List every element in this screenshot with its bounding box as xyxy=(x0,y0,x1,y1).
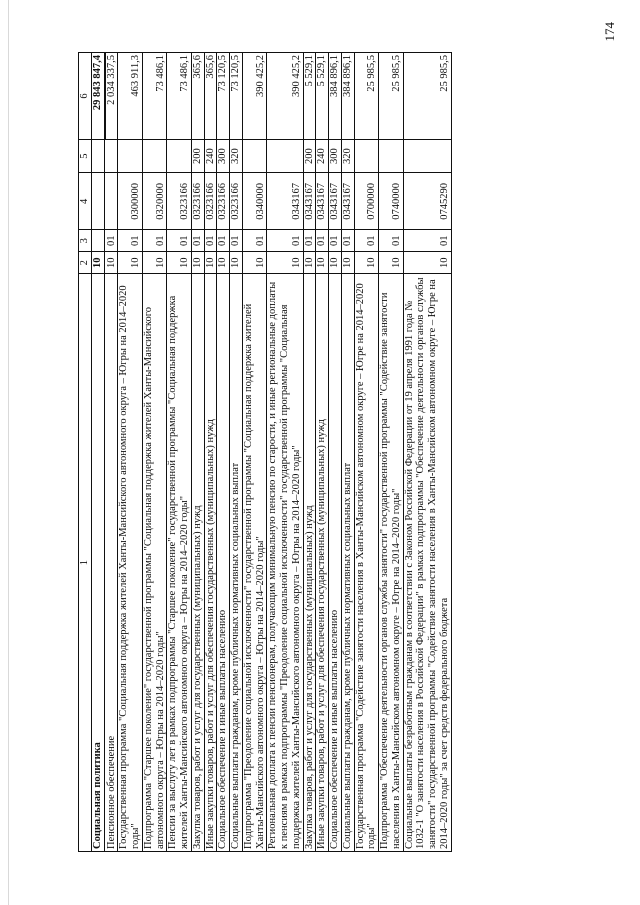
row-section-cell: 10 xyxy=(242,252,267,274)
row-subsection-cell: 01 xyxy=(303,230,316,252)
table-row xyxy=(242,53,267,852)
table-row xyxy=(303,53,316,852)
scan-edge-line xyxy=(8,0,9,905)
row-subsection-cell: 01 xyxy=(267,230,303,252)
row-subsection-cell xyxy=(91,230,104,252)
header-col-2: 2 xyxy=(79,252,92,274)
row-expense-type-cell xyxy=(91,139,104,173)
row-section-cell: 10 xyxy=(379,252,404,274)
row-amount-cell: 5 529,1 xyxy=(303,53,316,140)
row-target-code-cell: 0343167 xyxy=(303,173,316,230)
row-section-cell: 10 xyxy=(142,252,167,274)
row-amount-cell: 390 425,2 xyxy=(267,53,303,140)
row-section-cell: 10 xyxy=(329,252,342,274)
row-amount-cell: 25 985,5 xyxy=(379,53,404,140)
table-row xyxy=(217,53,230,852)
row-expense-type-cell: 200 xyxy=(191,139,204,173)
rotated-page-content xyxy=(78,52,610,852)
row-section-cell: 10 xyxy=(217,252,230,274)
header-col-5: 5 xyxy=(79,139,92,173)
table-row xyxy=(105,53,118,852)
header-col-3: 3 xyxy=(79,230,92,252)
table-header-row xyxy=(79,53,92,852)
row-name-cell: Социальные выплаты гражданам, кроме публичных нормативных социальных выплат xyxy=(341,274,354,852)
row-name-cell: Региональная доплата к пенсии пенсионерам, получающим минимальную пенсию по старости, и иные региональные доплаты к пенсиям в рамках подпрограммы "Преодоление социальной исключенности" государственной программы "Социальная поддержка жителей Ханты-Мансийского автономного округа – Югры на 2014–2020 годы" xyxy=(267,274,303,852)
row-subsection-cell: 01 xyxy=(354,230,379,252)
row-name-cell: Закупка товаров, работ и услуг для государственных (муниципальных) нужд xyxy=(303,274,316,852)
row-name-cell: Социальное обеспечение и иные выплаты населению xyxy=(217,274,230,852)
row-target-code-cell: 0323166 xyxy=(204,173,217,230)
row-target-code-cell: 0340000 xyxy=(242,173,267,230)
row-name-cell: Подпрограмма "Старшее поколение" государственной программы "Социальная поддержка жителей Ханты-Мансийского автономного округа – Югры на 2014–2020 годы" xyxy=(142,274,167,852)
row-target-code-cell: 0343167 xyxy=(341,173,354,230)
row-subsection-cell: 01 xyxy=(118,230,143,252)
row-name-cell: Социальные выплаты гражданам, кроме публичных нормативных социальных выплат xyxy=(230,274,243,852)
row-target-code-cell: 0320000 xyxy=(142,173,167,230)
row-expense-type-cell xyxy=(379,139,404,173)
table-row xyxy=(354,53,379,852)
row-expense-type-cell: 300 xyxy=(329,139,342,173)
row-target-code-cell: 0323166 xyxy=(217,173,230,230)
row-name-cell: Социальная политика xyxy=(91,274,104,852)
row-name-cell: Иные закупки товаров, работ и услуг для обеспечения государственных (муниципальных) нужд xyxy=(316,274,329,852)
row-amount-cell: 365,6 xyxy=(191,53,204,140)
row-subsection-cell: 01 xyxy=(230,230,243,252)
row-amount-cell: 463 911,3 xyxy=(118,53,143,140)
row-expense-type-cell: 240 xyxy=(204,139,217,173)
row-target-code-cell: 0740000 xyxy=(379,173,404,230)
row-expense-type-cell: 200 xyxy=(303,139,316,173)
table-row xyxy=(191,53,204,852)
row-amount-cell: 73 120,5 xyxy=(230,53,243,140)
row-name-cell: Иные закупки товаров, работ и услуг для обеспечения государственных (муниципальных) нужд xyxy=(204,274,217,852)
row-expense-type-cell: 240 xyxy=(316,139,329,173)
table-row xyxy=(341,53,354,852)
row-amount-cell: 384 896,1 xyxy=(329,53,342,140)
row-name-cell: Подпрограмма "Преодоление социальной исключенности" государственной программы "Социальная поддержка жителей Ханты-Мансийского автономного округа – Югры на 2014–2020 годы" xyxy=(242,274,267,852)
row-expense-type-cell xyxy=(242,139,267,173)
row-section-cell: 10 xyxy=(105,252,118,274)
row-section-cell: 10 xyxy=(316,252,329,274)
row-section-cell: 10 xyxy=(303,252,316,274)
row-expense-type-cell xyxy=(142,139,167,173)
row-name-cell: Пенсионное обеспечение xyxy=(105,274,118,852)
row-section-cell: 10 xyxy=(341,252,354,274)
row-amount-cell: 29 843 847,4 xyxy=(91,53,104,140)
row-subsection-cell: 01 xyxy=(379,230,404,252)
table-row xyxy=(379,53,404,852)
row-name-cell: Социальные выплаты безработным гражданам в соответствии с Законом Российской Федерации от 19 апреля 1991 года № 1032-1 "О занятости населения в Российской Федерации" в рамках подпрограммы "Обеспечение деятельности органов службы занятости" государственной программы "Содействие занятости населения в Ханты-Мансийском автономном округе – Югре на 2014–2020 годы" за счет средств федерального бюджета xyxy=(403,274,451,852)
row-expense-type-cell xyxy=(354,139,379,173)
row-section-cell: 10 xyxy=(204,252,217,274)
row-amount-cell: 384 896,1 xyxy=(341,53,354,140)
row-name-cell: Социальное обеспечение и иные выплаты населению xyxy=(329,274,342,852)
table-row xyxy=(118,53,143,852)
table-row xyxy=(167,53,192,852)
row-expense-type-cell: 320 xyxy=(230,139,243,173)
row-target-code-cell xyxy=(105,173,118,230)
row-name-cell: Закупка товаров, работ и услуг для государственных (муниципальных) нужд xyxy=(191,274,204,852)
row-section-cell: 10 xyxy=(230,252,243,274)
row-name-cell: Государственная программа "Содействие занятости населения в Ханты-Мансийском автономном округе – Югре на 2014–2020 годы" xyxy=(354,274,379,852)
row-amount-cell: 25 985,5 xyxy=(354,53,379,140)
row-subsection-cell: 01 xyxy=(105,230,118,252)
table-row xyxy=(142,53,167,852)
row-subsection-cell: 01 xyxy=(167,230,192,252)
row-target-code-cell xyxy=(91,173,104,230)
row-target-code-cell: 0323166 xyxy=(191,173,204,230)
table-row xyxy=(91,53,104,852)
row-section-cell: 10 xyxy=(354,252,379,274)
header-col-1: 1 xyxy=(79,274,92,852)
header-col-6: 6 xyxy=(79,53,92,140)
row-amount-cell: 5 529,1 xyxy=(316,53,329,140)
row-expense-type-cell xyxy=(118,139,143,173)
row-name-cell: Подпрограмма "Обеспечение деятельности органов службы занятости" государственной программы "Содействие занятости населения в Ханты-Мансийском автономном округе – Югре на 2014–2020 годы" xyxy=(379,274,404,852)
row-target-code-cell: 0300000 xyxy=(118,173,143,230)
row-section-cell: 10 xyxy=(191,252,204,274)
budget-table xyxy=(78,52,452,852)
row-target-code-cell: 0700000 xyxy=(354,173,379,230)
row-amount-cell: 73 486,1 xyxy=(142,53,167,140)
row-section-cell: 10 xyxy=(91,252,104,274)
row-target-code-cell: 0745290 xyxy=(403,173,451,230)
row-subsection-cell: 01 xyxy=(316,230,329,252)
row-amount-cell: 390 425,2 xyxy=(242,53,267,140)
table-row xyxy=(204,53,217,852)
table-row xyxy=(267,53,303,852)
row-subsection-cell: 01 xyxy=(142,230,167,252)
row-target-code-cell: 0323166 xyxy=(167,173,192,230)
row-amount-cell: 25 985,5 xyxy=(403,53,451,140)
row-subsection-cell: 01 xyxy=(217,230,230,252)
table-row xyxy=(316,53,329,852)
row-target-code-cell: 0323166 xyxy=(230,173,243,230)
table-row xyxy=(403,53,451,852)
row-subsection-cell: 01 xyxy=(403,230,451,252)
table-row xyxy=(230,53,243,852)
row-target-code-cell: 0343167 xyxy=(316,173,329,230)
row-target-code-cell: 0343167 xyxy=(329,173,342,230)
row-subsection-cell: 01 xyxy=(341,230,354,252)
row-section-cell: 10 xyxy=(167,252,192,274)
row-amount-cell: 2 034 337,5 xyxy=(105,53,118,140)
row-expense-type-cell xyxy=(267,139,303,173)
row-amount-cell: 73 486,1 xyxy=(167,53,192,140)
page-number: 174 xyxy=(602,22,617,42)
row-amount-cell: 365,6 xyxy=(204,53,217,140)
table-row xyxy=(329,53,342,852)
row-expense-type-cell xyxy=(105,139,118,173)
row-target-code-cell: 0343167 xyxy=(267,173,303,230)
row-subsection-cell: 01 xyxy=(204,230,217,252)
row-section-cell: 10 xyxy=(403,252,451,274)
row-expense-type-cell: 320 xyxy=(341,139,354,173)
row-name-cell: Пенсии за выслугу лет в рамках подпрограммы "Старшее поколение" государственной программы "Социальная поддержка жителей Ханты-Мансийского автономного округа – Югры на 2014–2020 годы" xyxy=(167,274,192,852)
row-expense-type-cell: 300 xyxy=(217,139,230,173)
row-subsection-cell: 01 xyxy=(329,230,342,252)
row-subsection-cell: 01 xyxy=(191,230,204,252)
row-amount-cell: 73 120,5 xyxy=(217,53,230,140)
row-section-cell: 10 xyxy=(267,252,303,274)
row-name-cell: Государственная программа "Социальная поддержка жителей Ханты-Мансийского автономного округа – Югры на 2014–2020 годы" xyxy=(118,274,143,852)
row-subsection-cell: 01 xyxy=(242,230,267,252)
header-col-4: 4 xyxy=(79,173,92,230)
row-expense-type-cell xyxy=(167,139,192,173)
row-expense-type-cell xyxy=(403,139,451,173)
row-section-cell: 10 xyxy=(118,252,143,274)
